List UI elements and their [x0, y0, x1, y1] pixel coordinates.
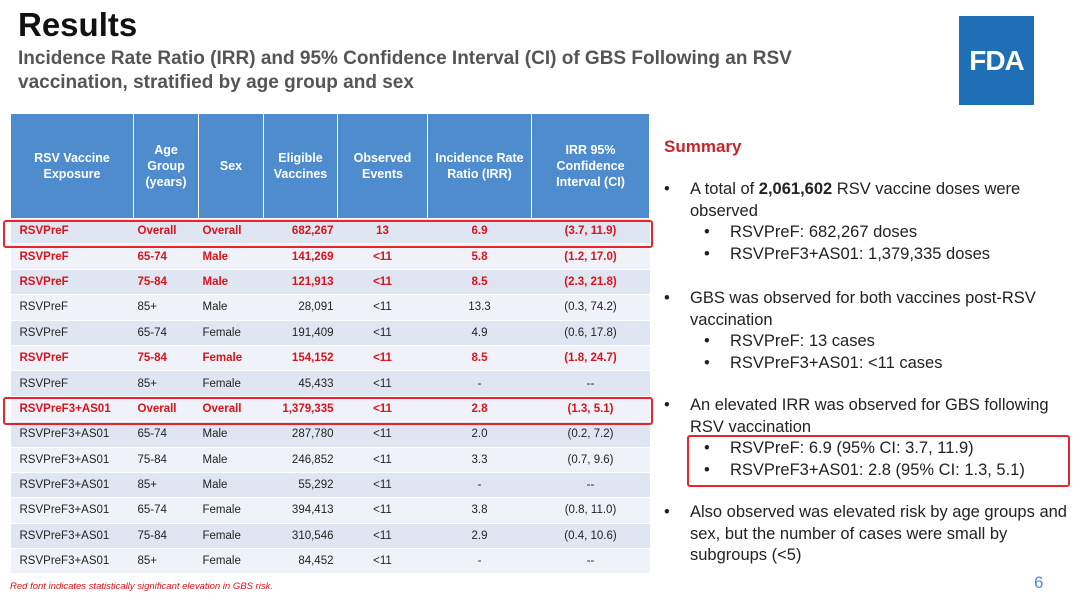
table-row [11, 447, 650, 472]
table-row [11, 422, 650, 447]
slide-subtitle: Incidence Rate Ratio (IRR) and 95% Confidence Interval (CI) of GBS Following an RSV vaccination, stratified by age group and sex [18, 48, 792, 93]
fda-logo-text: FDA [969, 44, 1024, 76]
table-row [11, 371, 650, 396]
summary-bullet-3: • An elevated IRR was observed for GBS following RSV vaccination • RSVPreF: 6.9 (95% CI: 3.7, 11.9) • RSVPreF3+AS01: 2.8 (95% CI: 1.3, 5.1) [664, 395, 1076, 481]
cell-exposure: RSVPreF [11, 269, 134, 294]
cell-sex: Female [199, 549, 264, 574]
cell-ci: (1.3, 5.1) [532, 396, 650, 421]
cell-eligible-vaccines: 141,269 [264, 244, 338, 269]
cell-irr: - [428, 549, 532, 574]
cell-irr: 3.8 [428, 498, 532, 523]
cell-irr: - [428, 472, 532, 497]
cell-sex: Male [199, 422, 264, 447]
cell-eligible-vaccines: 121,913 [264, 269, 338, 294]
cell-age-group: 85+ [134, 549, 199, 574]
cell-observed-events: <11 [338, 447, 428, 472]
cell-eligible-vaccines: 84,452 [264, 549, 338, 574]
cell-eligible-vaccines: 310,546 [264, 523, 338, 548]
summary-text: Also observed was elevated risk by age groups and sex, but the number of cases were small by subgroups (<5) [690, 503, 1067, 564]
cell-ci: -- [532, 549, 650, 574]
cell-sex: Female [199, 345, 264, 370]
cell-sex: Male [199, 472, 264, 497]
summary-bullet-2: • GBS was observed for both vaccines post-RSV vaccination • RSVPreF: 13 cases • RSVPreF3+AS01: <11 cases [664, 288, 1076, 374]
cell-eligible-vaccines: 191,409 [264, 320, 338, 345]
cell-sex: Male [199, 295, 264, 320]
cell-age-group: 85+ [134, 371, 199, 396]
summary-subitem: RSVPreF3+AS01: <11 cases [730, 353, 943, 372]
cell-observed-events: 13 [338, 219, 428, 244]
cell-exposure: RSVPreF [11, 320, 134, 345]
summary-subitem: RSVPreF3+AS01: 1,379,335 doses [730, 244, 991, 263]
header-observed-events: Observed Events [338, 114, 428, 219]
cell-irr: 6.9 [428, 219, 532, 244]
cell-age-group: 75-84 [134, 269, 199, 294]
cell-ci: (0.4, 10.6) [532, 523, 650, 548]
cell-eligible-vaccines: 55,292 [264, 472, 338, 497]
cell-observed-events: <11 [338, 320, 428, 345]
fda-logo [959, 16, 1034, 105]
header-ci: IRR 95% Confidence Interval (CI) [532, 114, 650, 219]
cell-irr: 2.9 [428, 523, 532, 548]
table-row [11, 396, 650, 421]
cell-exposure: RSVPreF [11, 244, 134, 269]
cell-irr: 2.0 [428, 422, 532, 447]
cell-sex: Male [199, 447, 264, 472]
table-header-row [11, 114, 650, 219]
cell-exposure: RSVPreF3+AS01 [11, 396, 134, 421]
cell-exposure: RSVPreF3+AS01 [11, 447, 134, 472]
cell-age-group: Overall [134, 219, 199, 244]
summary-subitem: RSVPreF: 682,267 doses [730, 223, 918, 241]
cell-observed-events: <11 [338, 244, 428, 269]
cell-irr: 8.5 [428, 269, 532, 294]
cell-exposure: RSVPreF [11, 295, 134, 320]
summary-text: RSV vaccine doses were observed [690, 180, 1021, 220]
cell-sex: Male [199, 269, 264, 294]
cell-sex: Female [199, 371, 264, 396]
cell-ci: (2.3, 21.8) [532, 269, 650, 294]
table-row [11, 523, 650, 548]
cell-eligible-vaccines: 28,091 [264, 295, 338, 320]
cell-eligible-vaccines: 246,852 [264, 447, 338, 472]
cell-irr: 8.5 [428, 345, 532, 370]
cell-ci: (0.7, 9.6) [532, 447, 650, 472]
cell-age-group: Overall [134, 396, 199, 421]
cell-observed-events: <11 [338, 345, 428, 370]
table-row [11, 345, 650, 370]
cell-age-group: 85+ [134, 295, 199, 320]
cell-irr: 5.8 [428, 244, 532, 269]
cell-exposure: RSVPreF [11, 345, 134, 370]
cell-observed-events: <11 [338, 371, 428, 396]
cell-sex: Overall [199, 219, 264, 244]
cell-ci: (0.6, 17.8) [532, 320, 650, 345]
summary-bullet-1: • A total of 2,061,602 RSV vaccine doses were observed • RSVPreF: 682,267 doses • RSVPreF3+AS01: 1,379,335 doses [664, 179, 1076, 265]
cell-observed-events: <11 [338, 422, 428, 447]
cell-exposure: RSVPreF [11, 371, 134, 396]
cell-sex: Overall [199, 396, 264, 421]
cell-age-group: 65-74 [134, 422, 199, 447]
cell-ci: -- [532, 472, 650, 497]
cell-eligible-vaccines: 394,413 [264, 498, 338, 523]
summary-subitem: RSVPreF3+AS01: 2.8 (95% CI: 1.3, 5.1) [730, 460, 1025, 479]
cell-irr: 4.9 [428, 320, 532, 345]
results-table [10, 113, 650, 574]
summary-title: Summary [664, 137, 742, 156]
table-row [11, 498, 650, 523]
cell-irr: 13.3 [428, 295, 532, 320]
cell-exposure: RSVPreF3+AS01 [11, 549, 134, 574]
cell-eligible-vaccines: 287,780 [264, 422, 338, 447]
cell-sex: Female [199, 320, 264, 345]
table-row [11, 472, 650, 497]
header-age-group: Age Group (years) [134, 114, 199, 219]
cell-observed-events: <11 [338, 396, 428, 421]
header-sex: Sex [199, 114, 264, 219]
cell-exposure: RSVPreF [11, 219, 134, 244]
cell-observed-events: <11 [338, 498, 428, 523]
summary-text: GBS was observed for both vaccines post-RSV vaccination [690, 289, 1036, 329]
summary-text: A total of [690, 180, 759, 198]
summary-text: An elevated IRR was observed for GBS following RSV vaccination [690, 396, 1049, 436]
table-row [11, 219, 650, 244]
cell-exposure: RSVPreF3+AS01 [11, 422, 134, 447]
cell-ci: (1.8, 24.7) [532, 345, 650, 370]
cell-eligible-vaccines: 1,379,335 [264, 396, 338, 421]
page-number: 6 [1034, 573, 1044, 592]
cell-age-group: 75-84 [134, 345, 199, 370]
cell-irr: 2.8 [428, 396, 532, 421]
cell-irr: - [428, 371, 532, 396]
cell-observed-events: <11 [338, 472, 428, 497]
header-exposure: RSV Vaccine Exposure [11, 114, 134, 219]
cell-observed-events: <11 [338, 295, 428, 320]
summary-subitem: RSVPreF: 6.9 (95% CI: 3.7, 11.9) [730, 439, 974, 457]
cell-age-group: 75-84 [134, 523, 199, 548]
cell-eligible-vaccines: 682,267 [264, 219, 338, 244]
cell-exposure: RSVPreF3+AS01 [11, 498, 134, 523]
table-row [11, 549, 650, 574]
cell-ci: (3.7, 11.9) [532, 219, 650, 244]
header-eligible-vaccines: Eligible Vaccines [264, 114, 338, 219]
summary-subitem: RSVPreF: 13 cases [730, 332, 875, 350]
cell-sex: Female [199, 523, 264, 548]
cell-observed-events: <11 [338, 549, 428, 574]
cell-ci: (1.2, 17.0) [532, 244, 650, 269]
table-row [11, 295, 650, 320]
cell-eligible-vaccines: 45,433 [264, 371, 338, 396]
cell-eligible-vaccines: 154,152 [264, 345, 338, 370]
cell-exposure: RSVPreF3+AS01 [11, 472, 134, 497]
cell-ci: (0.8, 11.0) [532, 498, 650, 523]
cell-sex: Female [199, 498, 264, 523]
summary-bold-total: 2,061,602 [758, 180, 833, 198]
table-row [11, 269, 650, 294]
cell-observed-events: <11 [338, 523, 428, 548]
cell-irr: 3.3 [428, 447, 532, 472]
cell-ci: (0.2, 7.2) [532, 422, 650, 447]
cell-age-group: 75-84 [134, 447, 199, 472]
cell-ci: -- [532, 371, 650, 396]
table-row [11, 320, 650, 345]
table-row [11, 244, 650, 269]
cell-observed-events: <11 [338, 269, 428, 294]
cell-age-group: 65-74 [134, 498, 199, 523]
cell-ci: (0.3, 74.2) [532, 295, 650, 320]
cell-exposure: RSVPreF3+AS01 [11, 523, 134, 548]
cell-age-group: 65-74 [134, 320, 199, 345]
header-irr: Incidence Rate Ratio (IRR) [428, 114, 532, 219]
cell-age-group: 65-74 [134, 244, 199, 269]
summary-bullet-4: • Also observed was elevated risk by age groups and sex, but the number of cases were small by subgroups (<5) [664, 502, 1076, 567]
footnote: Red font indicates statistically significant elevation in GBS risk. [10, 581, 273, 592]
cell-sex: Male [199, 244, 264, 269]
cell-age-group: 85+ [134, 472, 199, 497]
slide-title: Results [18, 6, 138, 43]
